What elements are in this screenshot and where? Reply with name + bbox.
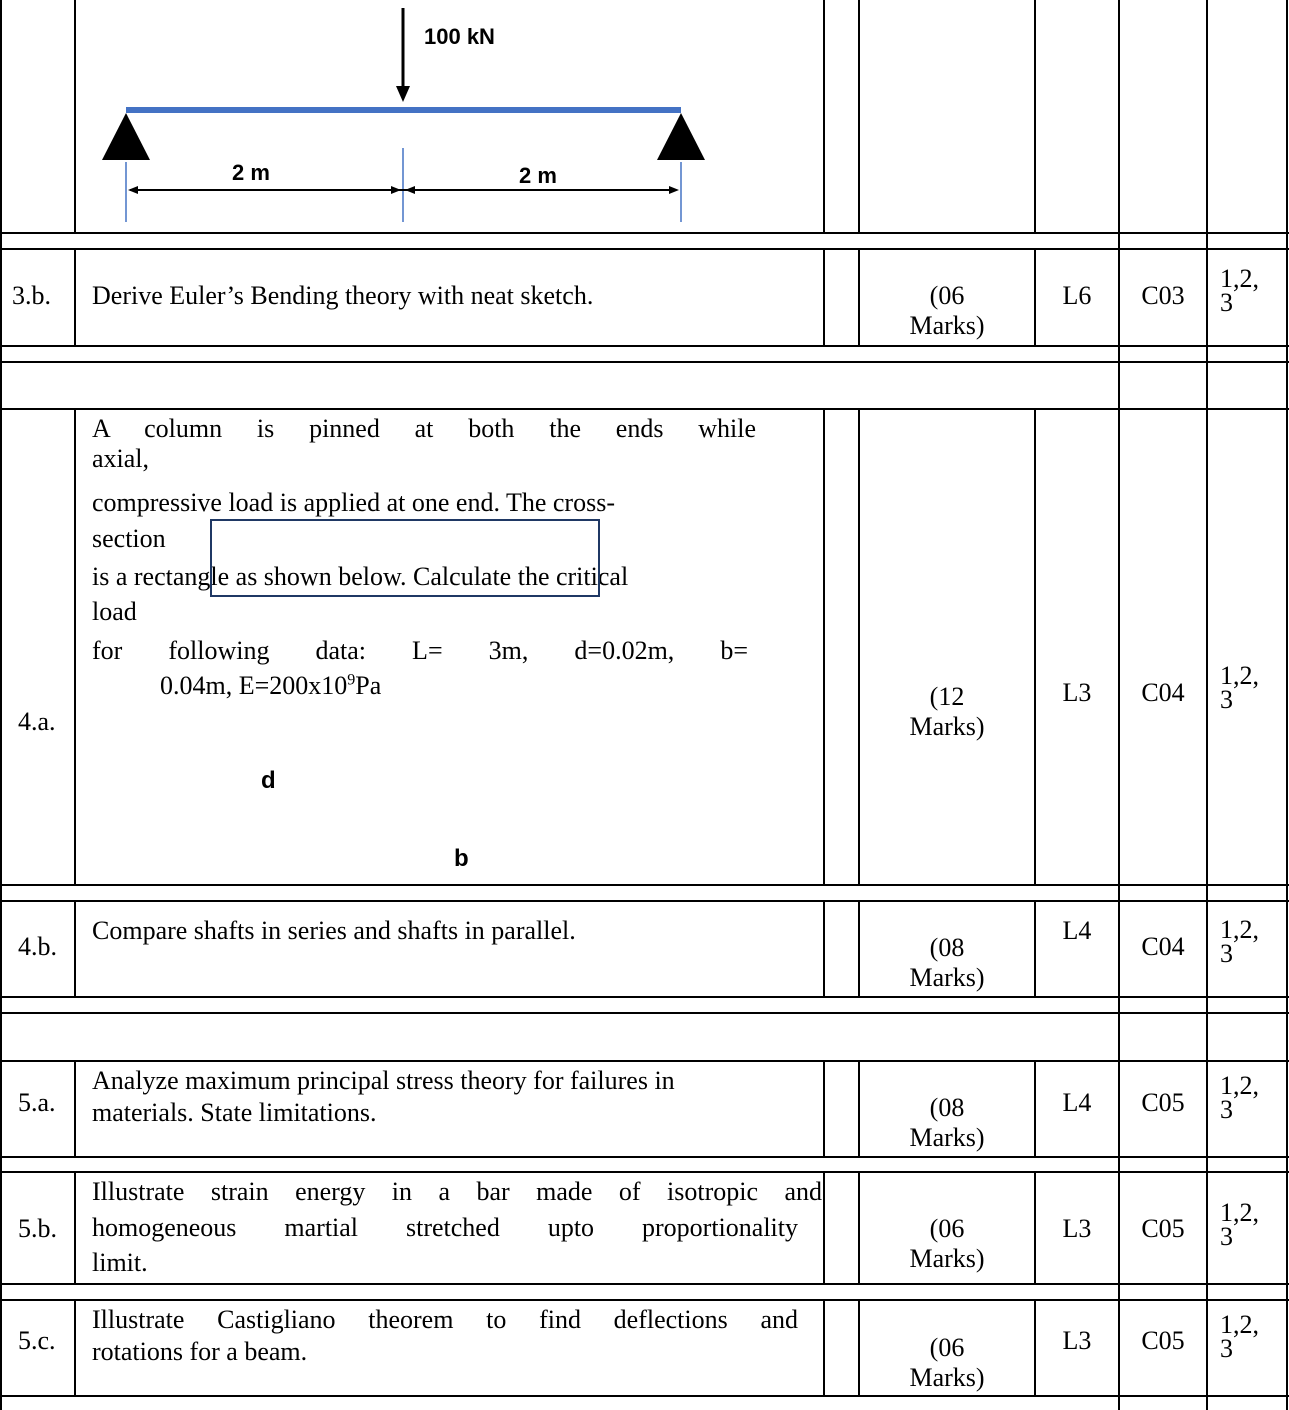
beam	[126, 107, 681, 113]
marks-line2: Marks)	[909, 311, 985, 340]
col-divider	[74, 1060, 76, 1156]
question-text-line: load	[92, 597, 137, 626]
col-divider	[858, 0, 860, 232]
program-outcome-line2: 3	[1220, 1222, 1233, 1251]
col-divider	[823, 900, 825, 996]
course-outcome: C05	[1141, 1088, 1185, 1117]
row-divider	[0, 1283, 1289, 1285]
col-divider	[1118, 1395, 1120, 1410]
col-divider	[1118, 1283, 1120, 1299]
span-left-label: 2 m	[232, 160, 270, 185]
program-outcome-line1: 1,2,	[1220, 661, 1259, 690]
col-divider	[1034, 408, 1036, 884]
col-divider	[823, 248, 825, 345]
col-divider	[823, 1171, 825, 1283]
question-number: 5.c.	[18, 1326, 56, 1355]
simply-supported-beam-figure	[0, 0, 823, 232]
load-label: 100 kN	[424, 24, 495, 49]
program-outcome-line2: 3	[1220, 685, 1233, 714]
course-outcome: C04	[1141, 932, 1185, 961]
load-arrow-head	[396, 86, 410, 102]
col-divider	[823, 1060, 825, 1156]
row-divider	[0, 345, 1289, 347]
col-divider	[1118, 232, 1120, 248]
question-text-line: Analyze maximum principal stress theory for failures in	[92, 1066, 675, 1095]
col-divider	[74, 1299, 76, 1395]
marks-line2: Marks)	[909, 1363, 985, 1392]
col-divider	[1206, 996, 1208, 1060]
col-divider	[1206, 345, 1208, 408]
col-divider	[1118, 345, 1120, 408]
program-outcome-line1: 1,2,	[1220, 1310, 1259, 1339]
col-divider	[1206, 248, 1208, 345]
col-divider	[1118, 996, 1120, 1060]
row-divider	[0, 248, 1289, 250]
question-text-line: rotations for a beam.	[92, 1337, 308, 1366]
program-outcome-line1: 1,2,	[1220, 1198, 1259, 1227]
bloom-level: L3	[1062, 1326, 1092, 1355]
col-divider	[858, 408, 860, 884]
question-text-line: for following data: L= 3m, d=0.02m, b=	[92, 636, 748, 665]
question-text-line: axial,	[92, 444, 150, 473]
marks-line2: Marks)	[909, 1244, 985, 1273]
cross-section-rectangle	[210, 519, 600, 597]
question-text: Derive Euler’s Bending theory with neat sketch.	[92, 281, 594, 310]
marks-line2: Marks)	[909, 712, 985, 741]
col-divider	[1206, 408, 1208, 884]
question-text-line: Illustrate Castigliano theorem to find deflections and	[92, 1305, 798, 1334]
bloom-level: L3	[1062, 1214, 1092, 1243]
col-divider	[1118, 1156, 1120, 1171]
col-divider	[1034, 0, 1036, 232]
row-divider	[0, 408, 1289, 410]
course-outcome: C05	[1141, 1326, 1185, 1355]
marks-line2: Marks)	[909, 1123, 985, 1152]
col-divider	[1206, 1395, 1208, 1410]
bloom-level: L4	[1062, 916, 1092, 945]
bloom-level: L6	[1062, 281, 1092, 310]
right-support-triangle	[657, 113, 705, 160]
dimension-arrowhead	[391, 186, 401, 194]
row-divider	[0, 1012, 1289, 1014]
col-divider	[1206, 1283, 1208, 1299]
marks-line1: (06	[929, 1333, 965, 1362]
program-outcome-line2: 3	[1220, 939, 1233, 968]
col-divider	[74, 408, 76, 884]
program-outcome-line2: 3	[1220, 288, 1233, 317]
question-text-line: section	[92, 524, 166, 553]
course-outcome: C03	[1141, 281, 1185, 310]
bloom-level: L4	[1062, 1088, 1092, 1117]
program-outcome-line1: 1,2,	[1220, 264, 1259, 293]
question-number: 3.b.	[12, 281, 51, 310]
span-right-label: 2 m	[519, 163, 557, 188]
dimension-b-label: b	[454, 845, 469, 872]
dimension-arrowhead	[128, 186, 138, 194]
bloom-level: L3	[1062, 678, 1092, 707]
col-divider	[823, 408, 825, 884]
program-outcome-line1: 1,2,	[1220, 915, 1259, 944]
question-text-line: homogeneous martial stretched upto proportionality	[92, 1213, 798, 1242]
program-outcome-line1: 1,2,	[1220, 1071, 1259, 1100]
question-text-line: compressive load is applied at one end. The cross-	[92, 488, 615, 517]
table-border-right	[1286, 0, 1288, 1410]
program-outcome-line2: 3	[1220, 1334, 1233, 1363]
marks-line1: (08	[929, 933, 965, 962]
marks-line2: Marks)	[909, 963, 985, 992]
dimension-arrowhead	[669, 186, 679, 194]
row-divider	[0, 232, 1289, 234]
row-divider	[0, 361, 1289, 363]
left-support-triangle	[102, 113, 150, 160]
question-text-fragment: Pa	[355, 671, 382, 700]
question-text-line: Illustrate strain energy in a bar made of isotropic and	[92, 1177, 822, 1206]
col-divider	[74, 1171, 76, 1283]
row-divider	[0, 900, 1289, 902]
col-divider	[1118, 0, 1120, 232]
marks-line1: (06	[929, 281, 965, 310]
col-divider	[1118, 884, 1120, 900]
row-divider	[0, 1171, 1289, 1173]
col-divider	[1206, 1156, 1208, 1171]
question-text: Compare shafts in series and shafts in parallel.	[92, 916, 576, 945]
col-divider	[823, 0, 825, 232]
col-divider	[1118, 408, 1120, 884]
col-divider	[1206, 0, 1208, 232]
col-divider	[1206, 1299, 1208, 1395]
course-outcome: C05	[1141, 1214, 1185, 1243]
exponent: 9	[347, 671, 356, 689]
col-divider	[1034, 900, 1036, 996]
col-divider	[1206, 1060, 1208, 1156]
row-divider	[0, 996, 1289, 998]
dimension-d-label: d	[261, 767, 276, 794]
col-divider	[1206, 1171, 1208, 1283]
row-divider	[0, 1156, 1289, 1158]
col-divider	[1206, 232, 1208, 248]
course-outcome: C04	[1141, 678, 1185, 707]
question-number: 5.b.	[18, 1214, 57, 1243]
col-divider	[74, 248, 76, 345]
question-number: 5.a.	[18, 1088, 56, 1117]
col-divider	[74, 900, 76, 996]
question-text-line: limit.	[92, 1248, 148, 1277]
question-number: 4.a.	[18, 707, 56, 736]
marks-line1: (12	[929, 682, 965, 711]
question-text-fragment: 0.04m, E=200x10	[160, 671, 348, 700]
question-number: 4.b.	[18, 932, 57, 961]
marks-line1: (08	[929, 1093, 965, 1122]
program-outcome-line2: 3	[1220, 1095, 1233, 1124]
col-divider	[823, 1299, 825, 1395]
marks-line1: (06	[929, 1214, 965, 1243]
question-text-line: is a rectangle as shown below. Calculate the critical	[92, 562, 629, 591]
question-text-line: A column is pinned at both the ends while	[92, 414, 756, 443]
row-divider	[0, 1299, 1289, 1301]
dimension-arrowhead	[405, 186, 415, 194]
row-divider	[0, 1060, 1289, 1062]
question-text-line: materials. State limitations.	[92, 1098, 377, 1127]
row-divider	[0, 1395, 1289, 1397]
question-text-line	[160, 671, 381, 701]
col-divider	[1206, 900, 1208, 996]
col-divider	[1206, 884, 1208, 900]
row-divider	[0, 884, 1289, 886]
